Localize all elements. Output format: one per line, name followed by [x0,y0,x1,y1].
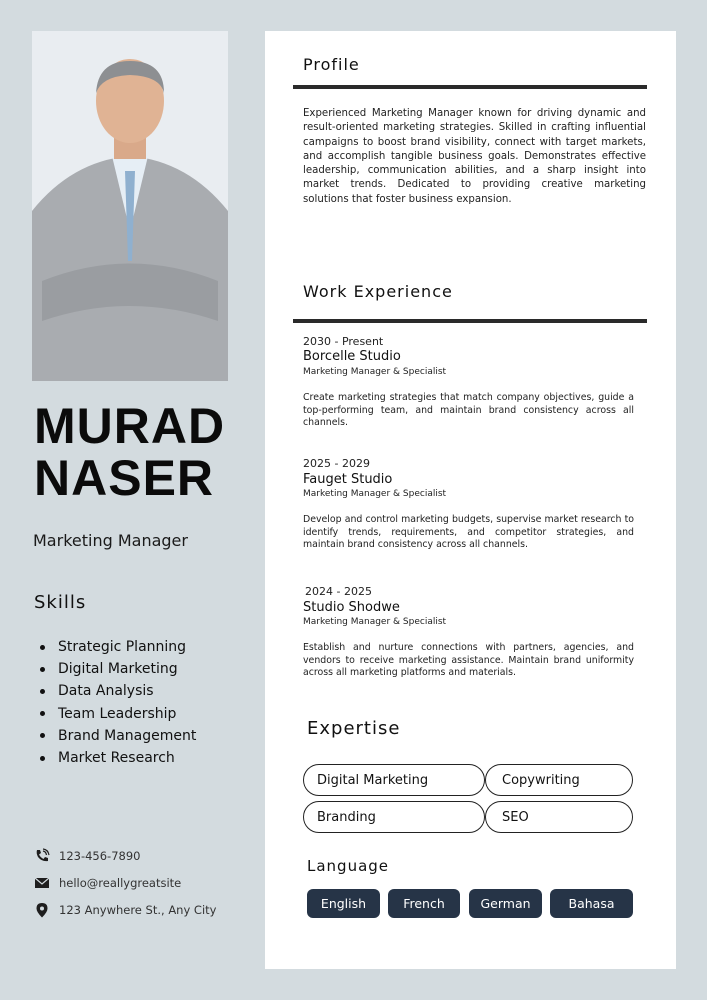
language-tag: English [307,889,380,918]
profile-text: Experienced Marketing Manager known for driving dynamic and result-oriented marketing strategies. Skilled in crafting influential campaigns to boost brand visibility, connect with target markets, and accomplish tangible business goals. Demonstrates effective leadership, communication abilities, and a sharp insight into market trends. Dedicated to providing creative marketing solutions that foster business expansion. [303,108,646,205]
skill-item: Team Leadership [40,703,196,725]
skills-list [40,636,196,769]
job-entry [305,585,634,680]
expertise-tag: Branding [303,801,485,833]
skill-item: Strategic Planning [40,636,196,658]
expertise-tag: Copywriting [485,764,633,796]
resume-main-panel [265,31,676,969]
job-company: Fauget Studio [303,472,393,487]
skill-item: Data Analysis [40,680,196,702]
job-role: Marketing Manager & Specialist [303,367,447,377]
language-heading: Language [307,857,390,875]
contact-address [34,902,216,918]
work-heading: Work Experience [303,282,453,301]
skill-item: Digital Marketing [40,658,196,680]
email-icon [34,875,50,891]
language-tag: German [469,889,542,918]
contact-phone [34,848,140,864]
contact-email [34,875,181,891]
job-role: Marketing Manager & Specialist [303,489,447,499]
last-name: NASER [34,450,215,506]
skill-item: Brand Management [40,725,196,747]
job-role: Marketing Manager & Specialist [303,617,447,627]
job-date: 2030 - Present [303,335,384,348]
job-entry [303,457,634,552]
job-company: Borcelle Studio [303,349,401,364]
job-company: Studio Shodwe [303,600,400,615]
address-text: 123 Anywhere St., Any City [59,903,217,917]
divider [293,319,647,323]
skill-item: Market Research [40,747,196,769]
email-text: hello@reallygreatsite [59,876,182,890]
expertise-tag: Digital Marketing [303,764,485,796]
job-description: Create marketing strategies that match company objectives, guide a top-performing team, and maintain brand consistency across all channels. [303,392,634,428]
skills-heading: Skills [34,592,87,613]
expertise-tag: SEO [485,801,633,833]
job-title: Marketing Manager [33,531,188,550]
profile-heading: Profile [303,55,360,74]
language-tag: Bahasa [550,889,633,918]
job-description: Develop and control marketing budgets, supervise market research to identify trends, requirements, and competitor strategies, and maintain brand consistency across all channels. [303,514,634,550]
phone-icon [34,848,50,864]
job-description: Establish and nurture connections with partners, agencies, and vendors to receive marketing assistance. Maintain brand uniformity across all marketing platforms and materials. [303,642,634,678]
expertise-heading: Expertise [307,718,401,739]
candidate-name [34,400,225,504]
phone-text: 123-456-7890 [59,849,141,863]
first-name: MURAD [34,398,226,454]
divider [293,85,647,89]
job-date: 2025 - 2029 [303,457,370,470]
profile-photo [32,31,228,381]
job-entry [303,335,634,430]
job-date: 2024 - 2025 [305,585,372,598]
language-tag: French [388,889,460,918]
location-pin-icon [34,902,50,918]
